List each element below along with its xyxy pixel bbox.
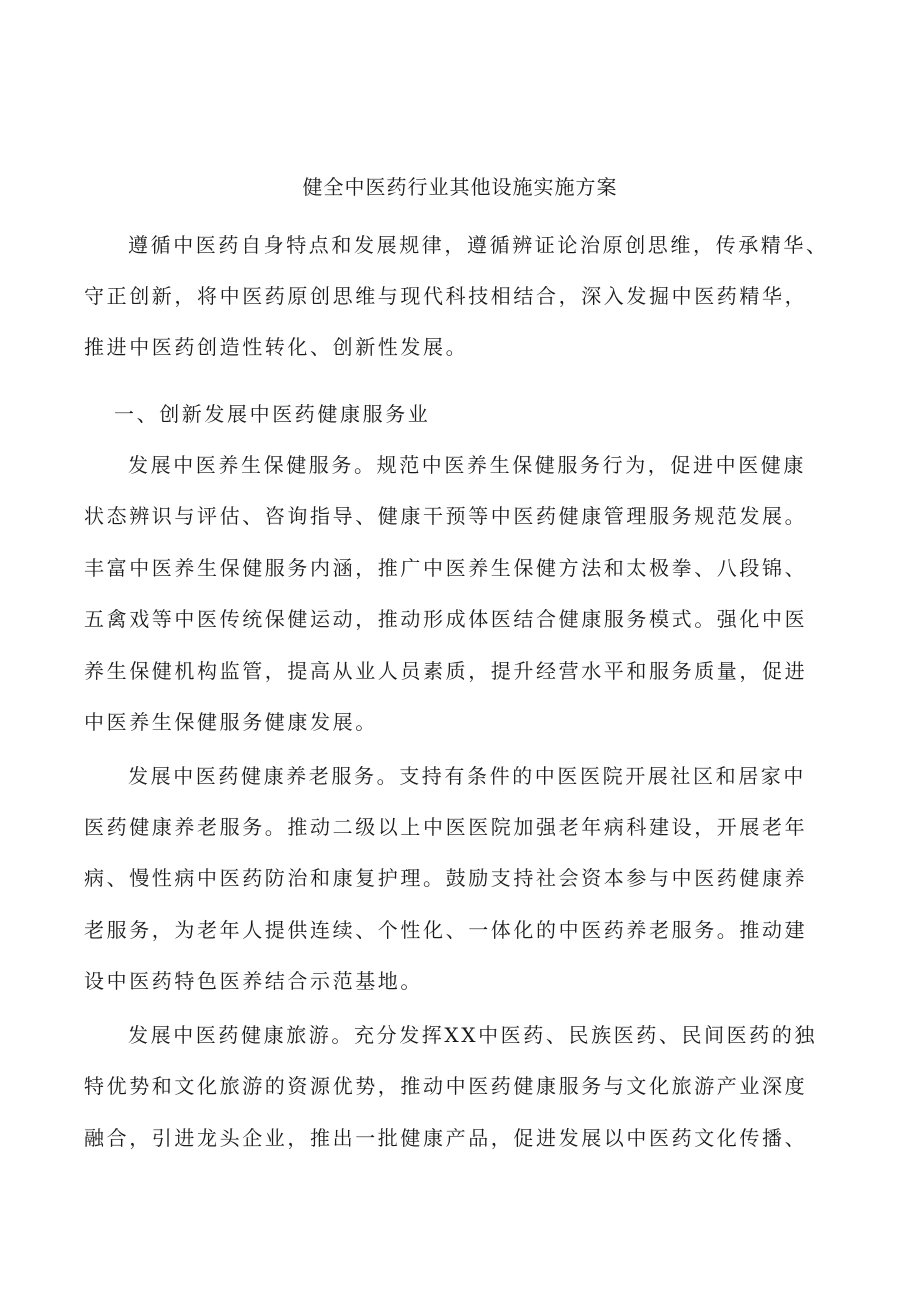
paragraph-1-line-2: 状态辨识与评估、咨询指导、健康干预等中医药健康管理服务规范发展。 [84,504,808,528]
paragraph-1-line-3: 丰富中医养生保健服务内涵，推广中医养生保健方法和太极拳、八段锦、 [84,556,808,580]
paragraph-3-line-1: 发展中医药健康旅游。充分发挥XX中医药、民族医药、民间医药的独 [128,1023,818,1047]
paragraph-3-line-2: 特优势和文化旅游的资源优势，推动中医药健康服务与文化旅游产业深度 [84,1074,808,1098]
paragraph-2-line-4: 老服务，为老年人提供连续、个性化、一体化的中医药养老服务。推动建 [84,918,808,942]
paragraph-1-line-6: 中医养生保健服务健康发展。 [84,710,378,734]
paragraph-1-line-4: 五禽戏等中医传统保健运动，推动形成体医结合健康服务模式。强化中医 [84,607,808,631]
intro-line-2: 守正创新，将中医药原创思维与现代科技相结合，深入发掘中医药精华， [84,284,808,308]
paragraph-2-line-3: 病、慢性病中医药防治和康复护理。鼓励支持社会资本参与中医药健康养 [84,866,808,890]
paragraph-2-line-1: 发展中医药健康养老服务。支持有条件的中医医院开展社区和居家中 [128,764,806,788]
intro-line-1: 遵循中医药自身特点和发展规律，遵循辨证论治原创思维，传承精华、 [128,233,829,257]
document-title: 健全中医药行业其他设施实施方案 [302,175,618,199]
paragraph-1-line-1: 发展中医养生保健服务。规范中医养生保健服务行为，促进中医健康 [128,453,806,477]
section-heading: 一、创新发展中医药健康服务业 [114,402,431,426]
intro-line-3: 推进中医药创造性转化、创新性发展。 [84,335,469,359]
paragraph-2-line-2: 医药健康养老服务。推动二级以上中医医院加强老年病科建设，开展老年 [84,815,808,839]
paragraph-1-line-5: 养生保健机构监管，提高从业人员素质，提升经营水平和服务质量，促进 [84,659,808,683]
paragraph-3-line-3: 融合，引进龙头企业，推出一批健康产品，促进发展以中医药文化传播、 [84,1126,808,1150]
paragraph-2-line-5: 设中医药特色医养结合示范基地。 [84,969,423,993]
